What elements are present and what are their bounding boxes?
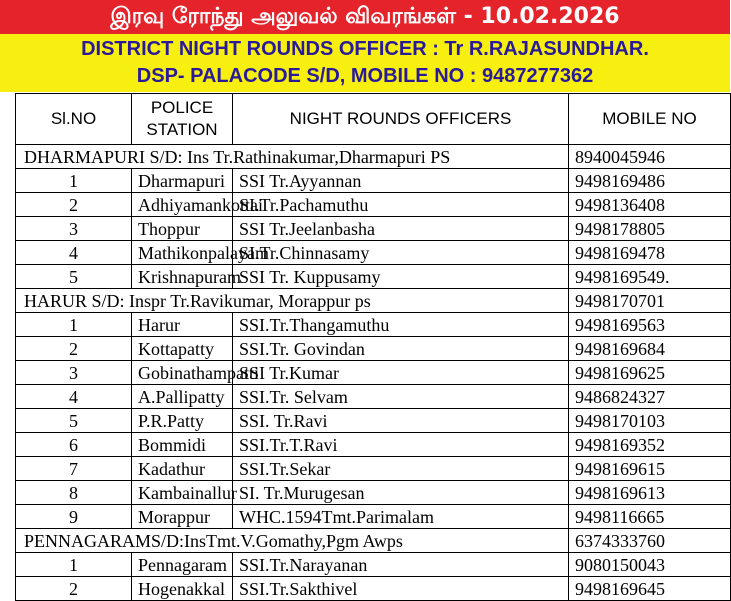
col-header-slno: Sl.NO: [16, 94, 132, 145]
table-row: [16, 313, 731, 337]
table-row: [16, 169, 731, 193]
table-row: [16, 385, 731, 409]
row-mobile: 9498169684: [569, 337, 731, 361]
row-mobile: 9498136408: [569, 193, 731, 217]
table-row: [16, 553, 731, 577]
row-slno: 2: [16, 577, 132, 601]
row-station: P.R.Patty: [132, 409, 233, 433]
table-row: [16, 241, 731, 265]
row-officer: SI.Tr.Chinnasamy: [233, 241, 569, 265]
tamil-title: இரவு ரோந்து அலுவல் விவரங்கள் - 10.02.2026: [110, 4, 620, 29]
row-station: Kottapatty: [132, 337, 233, 361]
row-slno: 9: [16, 505, 132, 529]
row-officer: SSI.Tr.Narayanan: [233, 553, 569, 577]
row-officer: SSI Tr. Kuppusamy: [233, 265, 569, 289]
row-slno: 6: [16, 433, 132, 457]
table-row: [16, 577, 731, 601]
row-station: A.Pallipatty: [132, 385, 233, 409]
row-station: Morappur: [132, 505, 233, 529]
row-officer: SSI.Tr. Selvam: [233, 385, 569, 409]
row-station: Gobinathampatti: [132, 361, 233, 385]
officer-info-banner: [0, 34, 730, 92]
row-station: Hogenakkal: [132, 577, 233, 601]
row-station: Adhiyamankottai: [132, 193, 233, 217]
row-mobile: 9498169352: [569, 433, 731, 457]
section-header-row: [16, 145, 731, 169]
row-mobile: 9498178805: [569, 217, 731, 241]
row-officer: SSI.Tr.Sekar: [233, 457, 569, 481]
col-header-officers: NIGHT ROUNDS OFFICERS: [233, 94, 569, 145]
row-officer: SSI Tr.Kumar: [233, 361, 569, 385]
row-officer: SSI.Tr.Sakthivel: [233, 577, 569, 601]
table-row: [16, 217, 731, 241]
row-slno: 8: [16, 481, 132, 505]
table-row: [16, 337, 731, 361]
row-mobile: 9486824327: [569, 385, 731, 409]
row-officer: SI. Tr.Murugesan: [233, 481, 569, 505]
row-officer: SSI. Tr.Ravi: [233, 409, 569, 433]
row-mobile: 9498169625: [569, 361, 731, 385]
row-slno: 2: [16, 337, 132, 361]
row-station: Harur: [132, 313, 233, 337]
row-officer: SSI Tr.Ayyannan: [233, 169, 569, 193]
row-mobile: 9498169478: [569, 241, 731, 265]
table-row: [16, 433, 731, 457]
row-station: Bommidi: [132, 433, 233, 457]
section-title: DHARMAPURI S/D: Ins Tr.Rathinakumar,Dharmapuri PS: [16, 145, 569, 169]
table-header-row: [16, 94, 731, 145]
row-slno: 4: [16, 241, 132, 265]
row-slno: 3: [16, 361, 132, 385]
row-mobile: 9498169615: [569, 457, 731, 481]
row-officer: SSI.Tr. Govindan: [233, 337, 569, 361]
table-row: [16, 457, 731, 481]
section-header-row: [16, 289, 731, 313]
row-slno: 1: [16, 553, 132, 577]
row-mobile: 9498169549.: [569, 265, 731, 289]
table-row: [16, 193, 731, 217]
row-officer: SI.Tr.Pachamuthu: [233, 193, 569, 217]
row-slno: 4: [16, 385, 132, 409]
rounds-table: [15, 93, 731, 601]
row-station: Kambainallur: [132, 481, 233, 505]
col-header-station-line2: STATION: [146, 120, 218, 139]
row-station: Thoppur: [132, 217, 233, 241]
row-mobile: 9498169613: [569, 481, 731, 505]
table-row: [16, 265, 731, 289]
row-slno: 5: [16, 409, 132, 433]
row-slno: 5: [16, 265, 132, 289]
section-header-row: [16, 529, 731, 553]
row-mobile: 9498169486: [569, 169, 731, 193]
row-officer: SSI Tr.Jeelanbasha: [233, 217, 569, 241]
tamil-title-banner: [0, 0, 730, 34]
col-header-station: [132, 94, 233, 145]
row-station: Krishnapuram: [132, 265, 233, 289]
row-officer: SSI.Tr.Thangamuthu: [233, 313, 569, 337]
section-title: HARUR S/D: Inspr Tr.Ravikumar, Morappur ps: [16, 289, 569, 313]
row-station: Dharmapuri: [132, 169, 233, 193]
table-row: [16, 481, 731, 505]
section-title: PENNAGARAMS/D:InsTmt.V.Gomathy,Pgm Awps: [16, 529, 569, 553]
row-station: Pennagaram: [132, 553, 233, 577]
row-slno: 2: [16, 193, 132, 217]
row-mobile: 9498169563: [569, 313, 731, 337]
row-mobile: 9498169645: [569, 577, 731, 601]
rounds-table-container: [15, 93, 730, 601]
row-slno: 7: [16, 457, 132, 481]
section-mobile: 9498170701: [569, 289, 731, 313]
table-row: [16, 361, 731, 385]
row-officer: WHC.1594Tmt.Parimalam: [233, 505, 569, 529]
col-header-station-line1: POLICE: [150, 98, 214, 117]
section-mobile: 6374333760: [569, 529, 731, 553]
dsp-line: DSP- PALACODE S/D, MOBILE NO : 9487277362: [136, 65, 594, 87]
table-row: [16, 505, 731, 529]
row-station: Kadathur: [132, 457, 233, 481]
col-header-mobile: MOBILE NO: [569, 94, 731, 145]
row-mobile: 9080150043: [569, 553, 731, 577]
row-slno: 1: [16, 313, 132, 337]
table-body: [16, 145, 731, 601]
row-slno: 1: [16, 169, 132, 193]
row-officer: SSI.Tr.T.Ravi: [233, 433, 569, 457]
row-slno: 3: [16, 217, 132, 241]
row-mobile: 9498170103: [569, 409, 731, 433]
row-station: Mathikonpalayam: [132, 241, 233, 265]
section-mobile: 8940045946: [569, 145, 731, 169]
district-officer-line: DISTRICT NIGHT ROUNDS OFFICER : Tr R.RAJASUNDHAR.: [81, 38, 649, 60]
table-row: [16, 409, 731, 433]
row-mobile: 9498116665: [569, 505, 731, 529]
